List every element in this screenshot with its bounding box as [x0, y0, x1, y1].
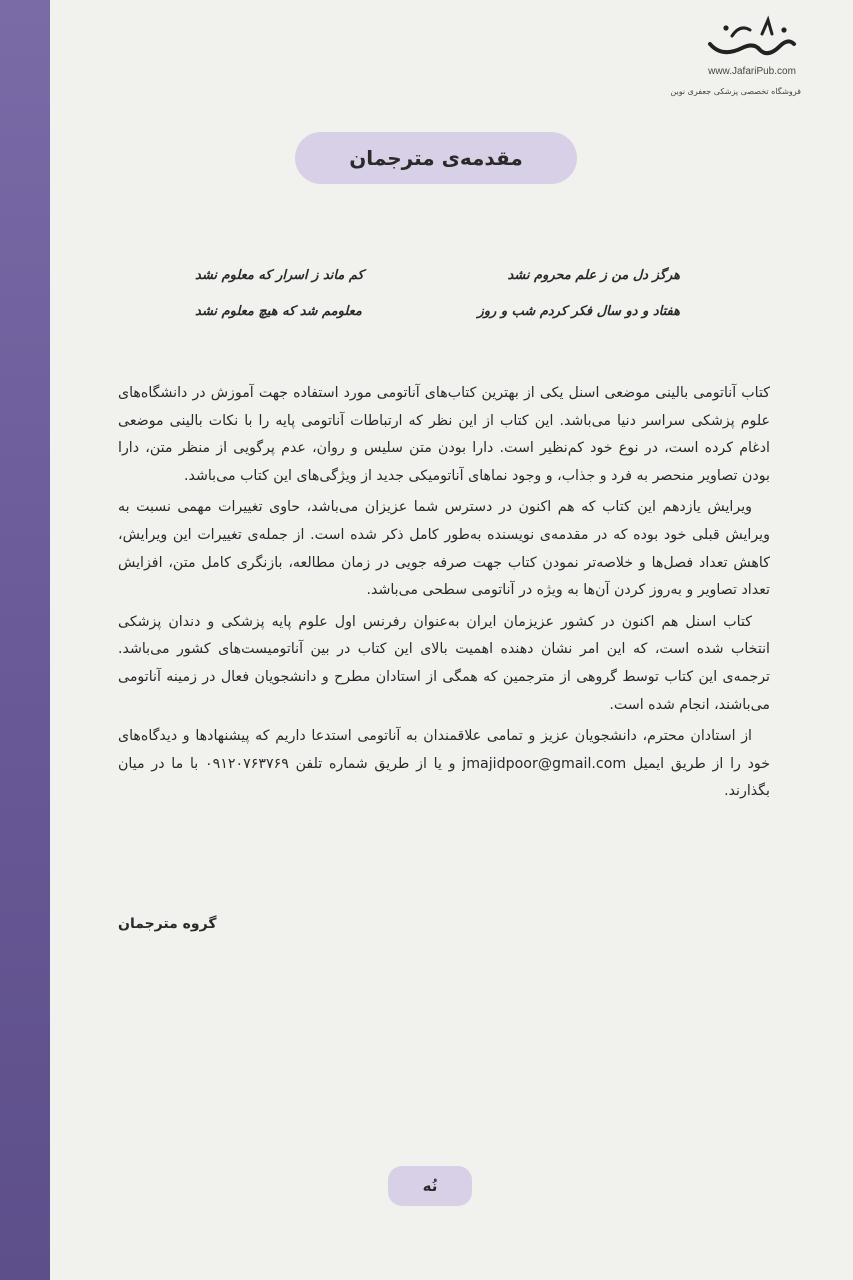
calligraphic-logo-icon [702, 14, 802, 64]
poem-line-2-right: هفتاد و دو سال فکر کردم شب و روز [477, 304, 680, 319]
page-title: مقدمه‌ی مترجمان [349, 146, 523, 170]
paragraph-3: کتاب اسنل هم اکنون در کشور عزیزمان ایران به‌عنوان رفرنس اول علوم پایه پزشکی و دندان پزشکی انتخاب شده است، که این امر نشان دهنده اهمیت بالای این کتاب در بین آناتومیست‌های کشور می‌باشد. ترجمه‌ی این کتاب توسط گروهی از مترجمین که همگی از استادان مطرح و دانشجویان فعال در زمینه آناتومی می‌باشند، انجام شده است. [118, 613, 770, 713]
poem-block [195, 266, 680, 336]
publisher-tagline: فروشگاه تخصصی پزشکی جعفری نوین [670, 87, 801, 96]
paragraph-4-middle: و یا از طریق شماره تلفن [295, 755, 456, 772]
contact-email: jmajidpoor@gmail.com [462, 755, 627, 772]
title-banner [295, 132, 577, 184]
paragraph-4-intro: از استادان محترم، دانشجویان عزیز و تمامی علاقمندان به آناتومی استدعا داریم که پیشنهادها و دیدگاه‌های خود را از طریق ایمیل [118, 728, 771, 772]
paragraph-4 [118, 723, 770, 806]
poem-line-2-left: معلومم شد که هیچ معلوم نشد [195, 304, 362, 319]
contact-phone: ۰۹۱۲۰۷۶۳۷۶۹ [205, 755, 289, 772]
paragraph-2: ویرایش یازدهم این کتاب که هم اکنون در دسترس شما عزیزان می‌باشد، حاوی تغییرات مهمی نسبت به ویرایش قبلی خود بوده که در مقدمه‌ی نویسنده به‌طور کامل ذکر شده است. از جمله‌ی تغییرات این ویرایش، کاهش تعداد فصل‌ها و خلاصه‌تر نمودن کتاب جهت صرفه جویی در زمان مطالعه، بازنگری کامل متن، افزایش تعداد تصاویر و به‌روز کردن آن‌ها به ویژه در آناتومی سطحی می‌باشد. [118, 499, 770, 599]
poem-line-1-right: هرگز دل من ز علم محروم نشد [507, 268, 680, 283]
poem-line-1-left: کم ماند ز اسرار که معلوم نشد [195, 268, 364, 283]
signature: گروه مترجمان [118, 916, 217, 932]
publisher-url: www.JafariPub.com [708, 66, 796, 77]
preface-body [118, 380, 770, 810]
paragraph-4-end: با ما در میان بگذارند. [118, 755, 770, 800]
page-number: نُه [388, 1166, 472, 1206]
side-color-strip [0, 0, 50, 1280]
paragraph-1: کتاب آناتومی بالینی موضعی اسنل یکی از بهترین کتاب‌های آناتومی مورد استفاده جهت آموزش در دانشگاه‌های علوم پزشکی سراسر دنیا می‌باشد. این کتاب از این نظر که ارتباطات آناتومی پایه را با نکات بالینی موضعی ادغام کرده است، در نوع خود کم‌نظیر است. دارا بودن متن سلیس و روان، عدم پرگویی از منظر متن، دارا بودن تصاویر منحصر به فرد و جذاب، و وجود نماهای آناتومیکی جدید از ویژگی‌های این کتاب می‌باشد. [118, 385, 770, 484]
publisher-logo [670, 14, 817, 96]
